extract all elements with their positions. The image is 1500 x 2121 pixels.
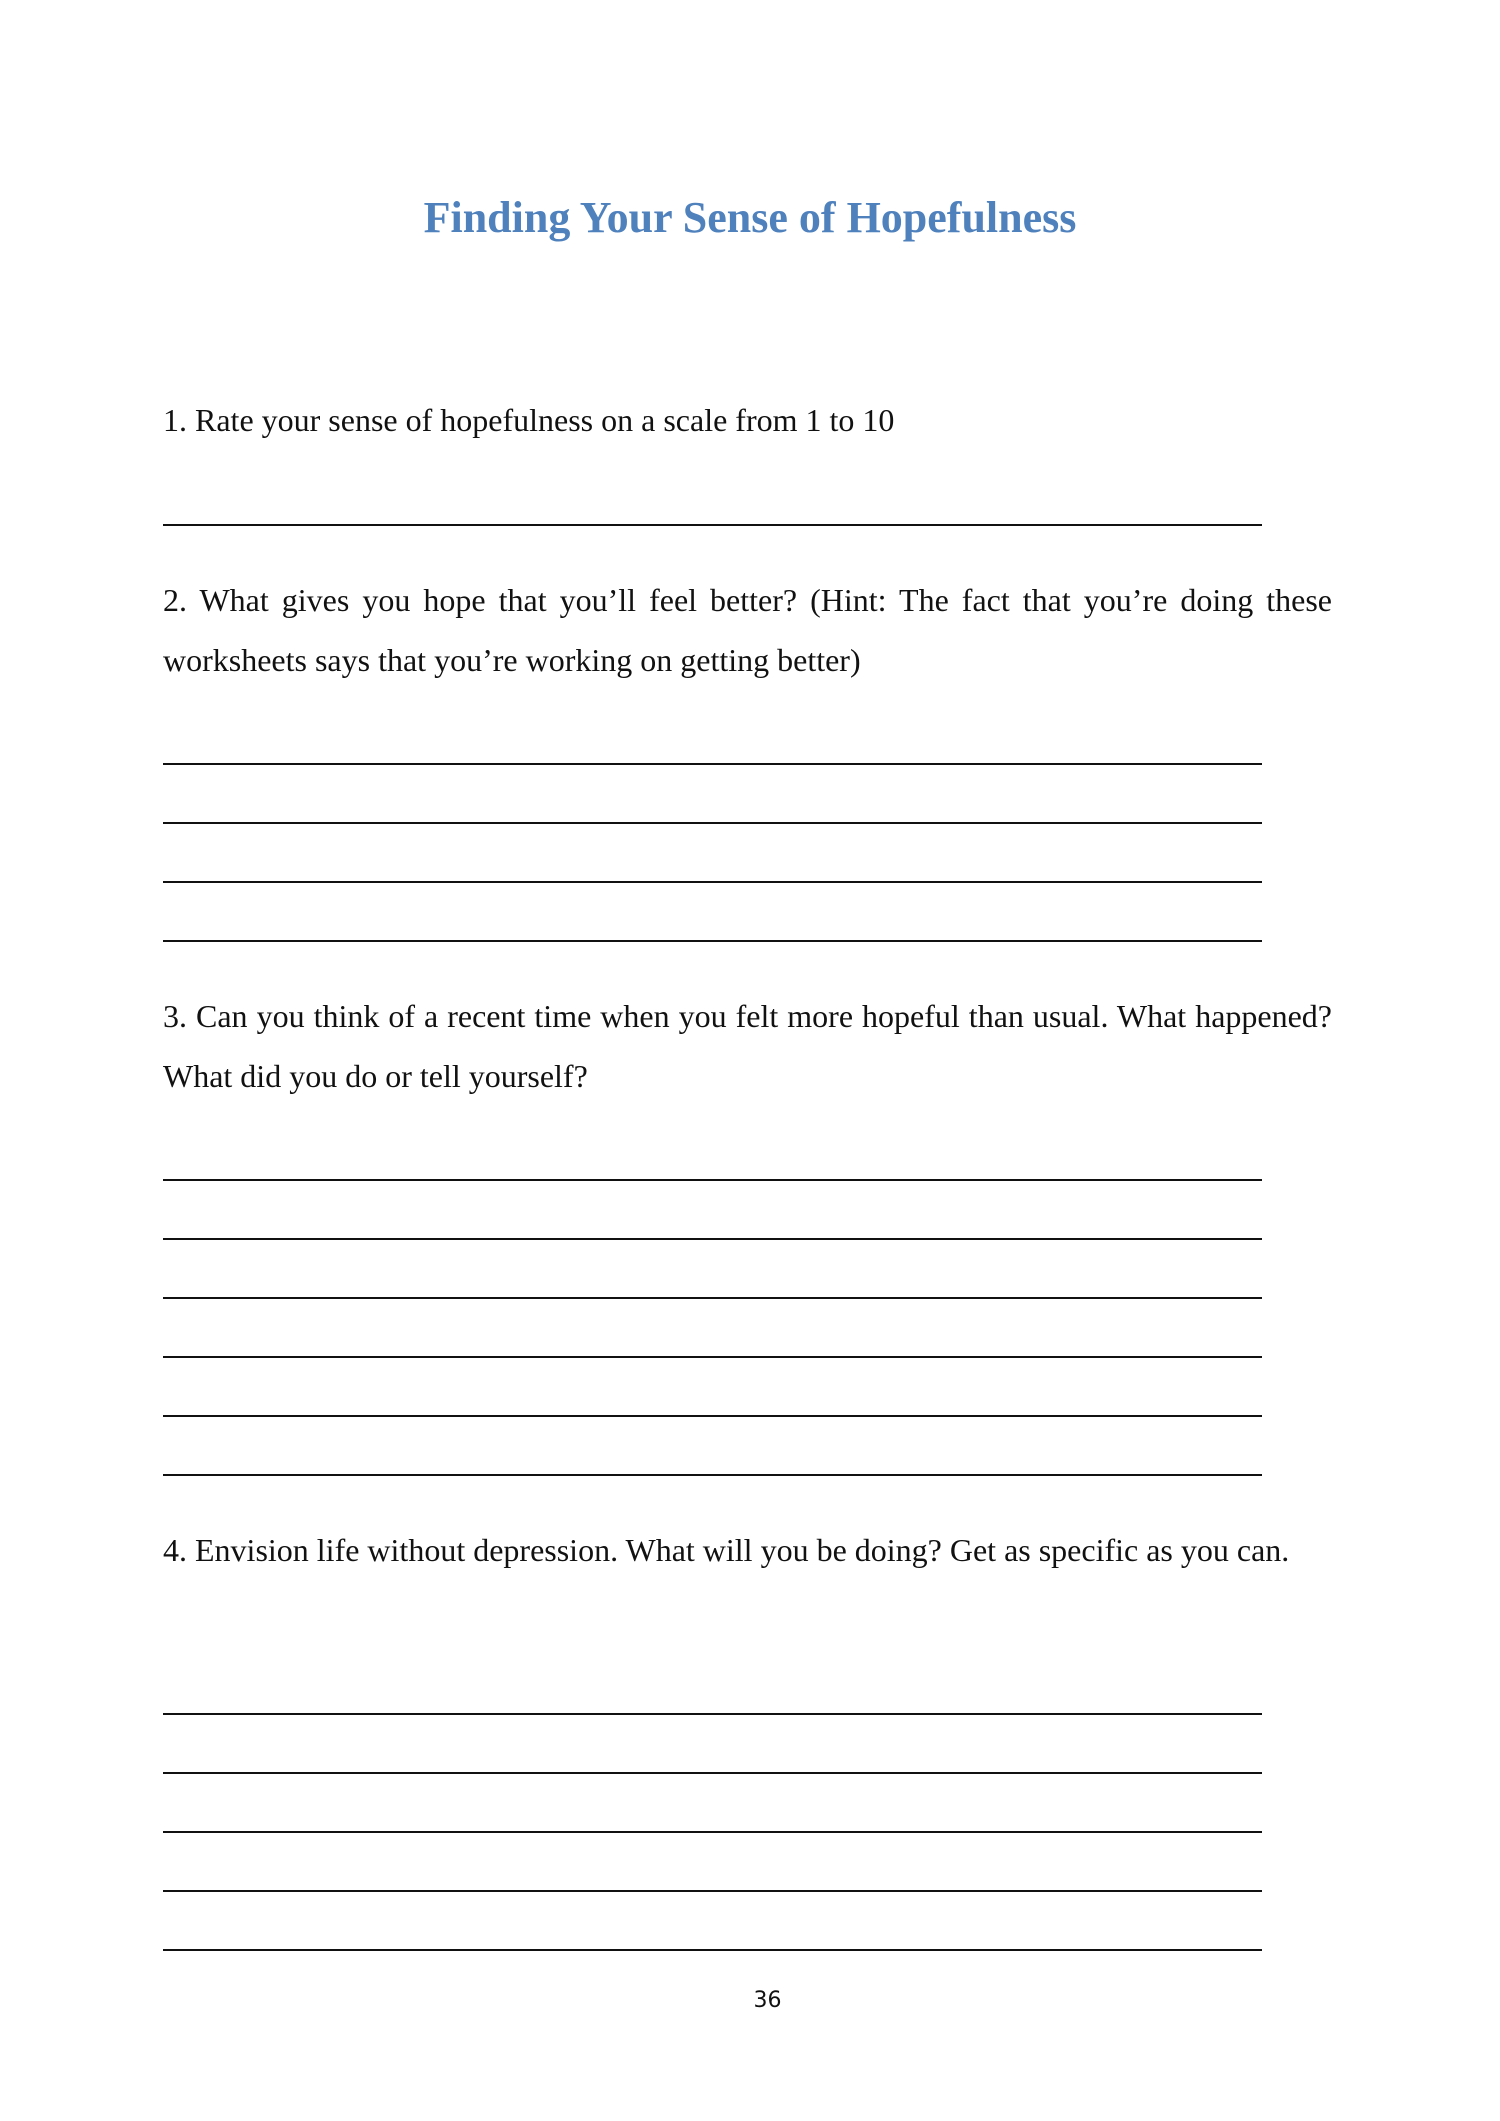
answer-line	[163, 524, 1262, 526]
answer-line	[163, 881, 1262, 883]
answer-line	[163, 1238, 1262, 1240]
answer-line	[163, 1356, 1262, 1358]
question-2: 2. What gives you hope that you’ll feel better? (Hint: The fact that you’re doing these worksheets says that you’re working on getting better)	[163, 582, 1332, 678]
worksheet-title: Finding Your Sense of Hopefulness	[423, 193, 1077, 242]
answer-line	[163, 1474, 1262, 1476]
answer-line	[163, 763, 1262, 765]
question-3: 3. Can you think of a recent time when you felt more hopeful than usual. What happened? What did you do or tell yourself?	[163, 998, 1332, 1094]
answer-line	[163, 1297, 1262, 1299]
question-1: 1. Rate your sense of hopefulness on a scale from 1 to 10	[163, 402, 895, 438]
answer-line	[163, 1831, 1262, 1833]
answer-line	[163, 1415, 1262, 1417]
question-4: 4. Envision life without depression. What will you be doing? Get as specific as you can.	[163, 1532, 1290, 1568]
answer-line	[163, 1890, 1262, 1892]
answer-line	[163, 1772, 1262, 1774]
answer-line	[163, 1713, 1262, 1715]
answer-line	[163, 822, 1262, 824]
answer-line	[163, 1949, 1262, 1951]
page-number: 36	[753, 1988, 782, 2013]
answer-line	[163, 1179, 1262, 1181]
answer-line	[163, 940, 1262, 942]
